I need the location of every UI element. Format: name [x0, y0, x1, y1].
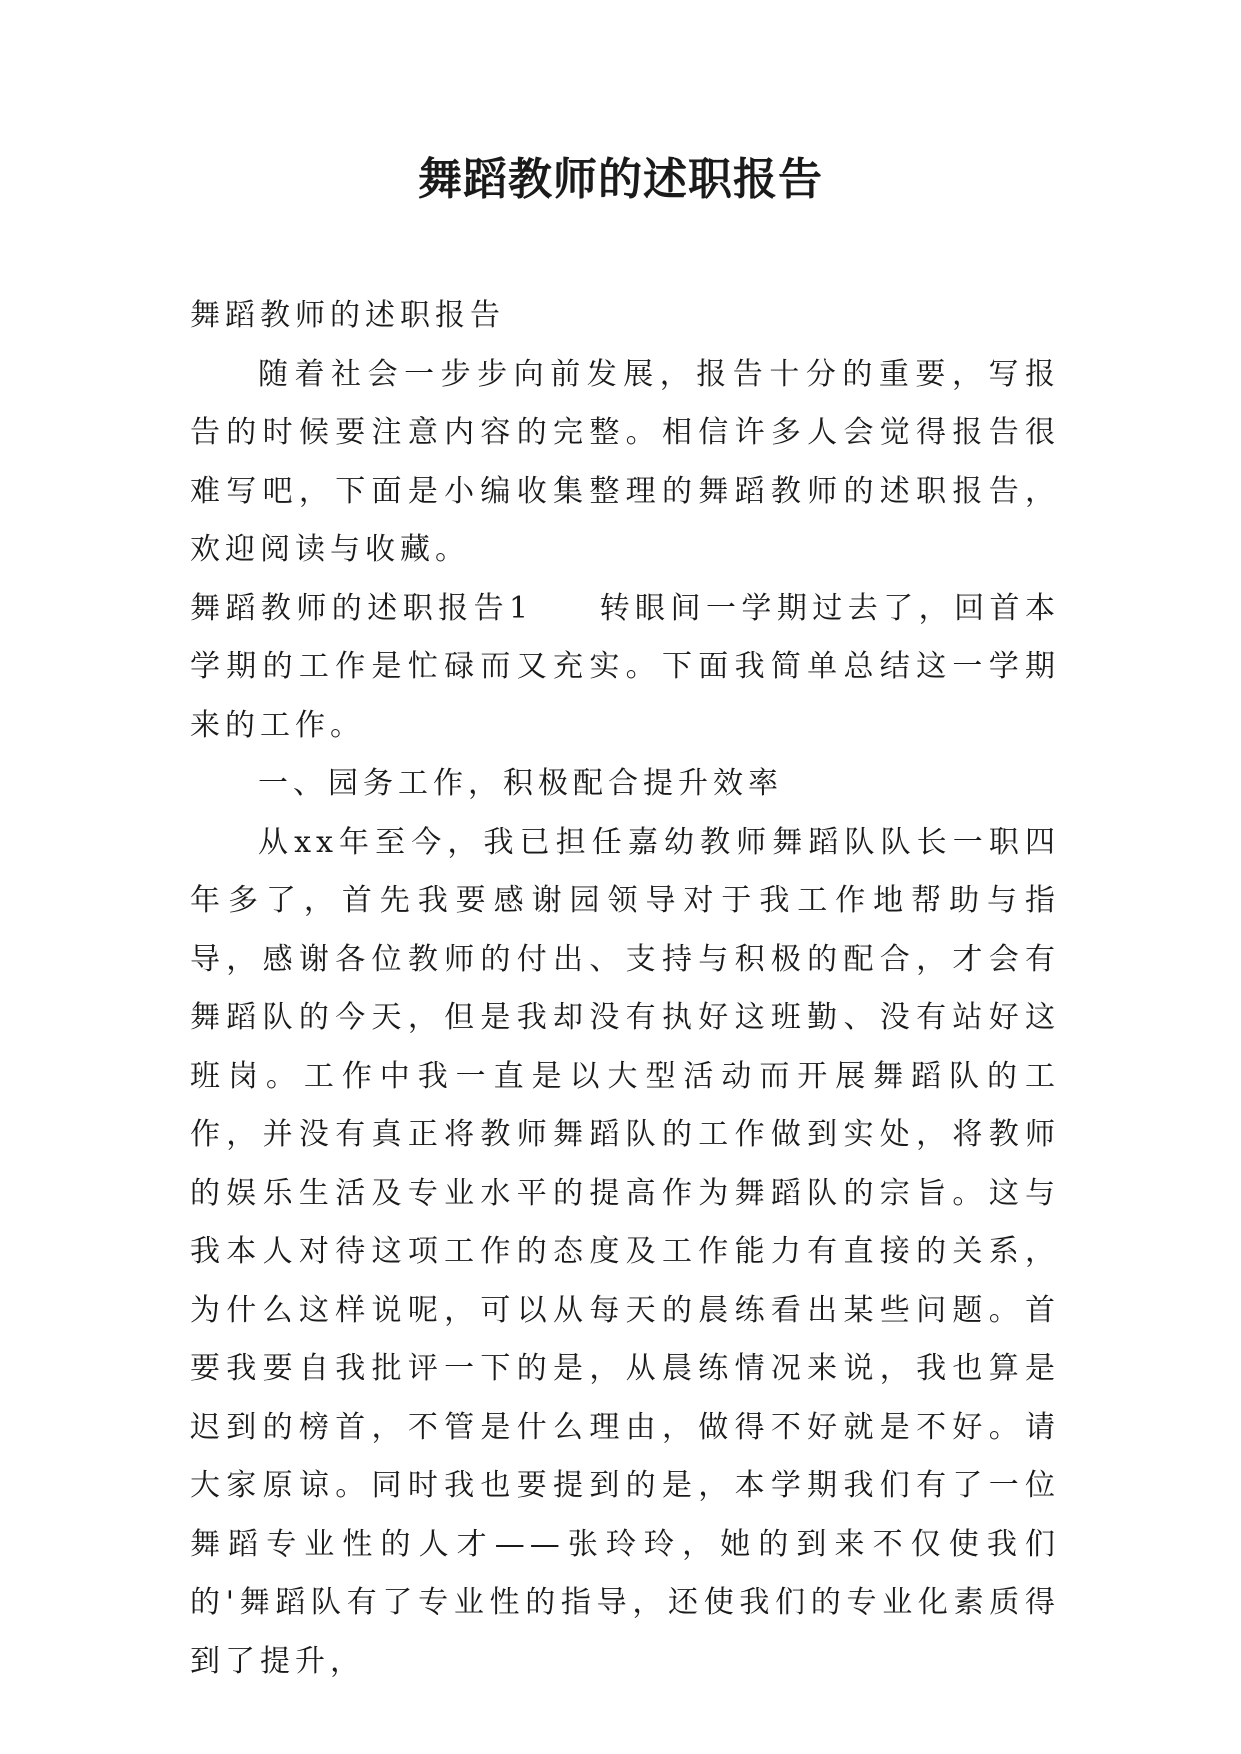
- part-1-heading: 一、园务工作，积极配合提升效率: [258, 766, 783, 801]
- part-1-body: 从xx年至今，我已担任嘉幼教师舞蹈队队长一职四年多了，首先我要感谢园领导对于我工作地帮助与指导，感谢各位教师的付出、支持与积极的配合，才会有舞蹈队的今天，但是我却没有执好这班勤、没有站好这班岗。工作中我一直是以大型活动而开展舞蹈队的工作，并没有真正将教师舞蹈队的工作做到实处，将教师的娱乐生活及专业水平的提高作为舞蹈队的宗旨。这与我本人对待这项工作的态度及工作能力有直接的关系，为什么这样说呢，可以从每天的晨练看出某些问题。首要我要自我批评一下的是，从晨练情况来说，我也算是迟到的榜首，不管是什么理由，做得不好就是不好。请大家原谅。同时我也要提到的是，本学期我们有了一位舞蹈专业性的人才——张玲玲，她的到来不仅使我们的'舞蹈队有了专业性的指导，还使我们的专业化素质得到了提升，: [190, 824, 1060, 1679]
- section-1-opening: 转眼间一学期过去了，回首本学期的工作是忙碌而又充实。下面我简单总结这一学期来的工作。: [190, 590, 1060, 743]
- document-body: [190, 287, 1060, 1691]
- document-title: 舞蹈教师的述职报告: [418, 154, 823, 205]
- document-subtitle: 舞蹈教师的述职报告: [190, 298, 505, 333]
- section-1-heading: 舞蹈教师的述职报告1: [190, 590, 534, 626]
- intro-paragraph: 随着社会一步步向前发展，报告十分的重要，写报告的时候要注意内容的完整。相信许多人会觉得报告很难写吧，下面是小编收集整理的舞蹈教师的述职报告，欢迎阅读与收藏。: [190, 356, 1060, 567]
- section-1-paragraph: [190, 580, 1060, 756]
